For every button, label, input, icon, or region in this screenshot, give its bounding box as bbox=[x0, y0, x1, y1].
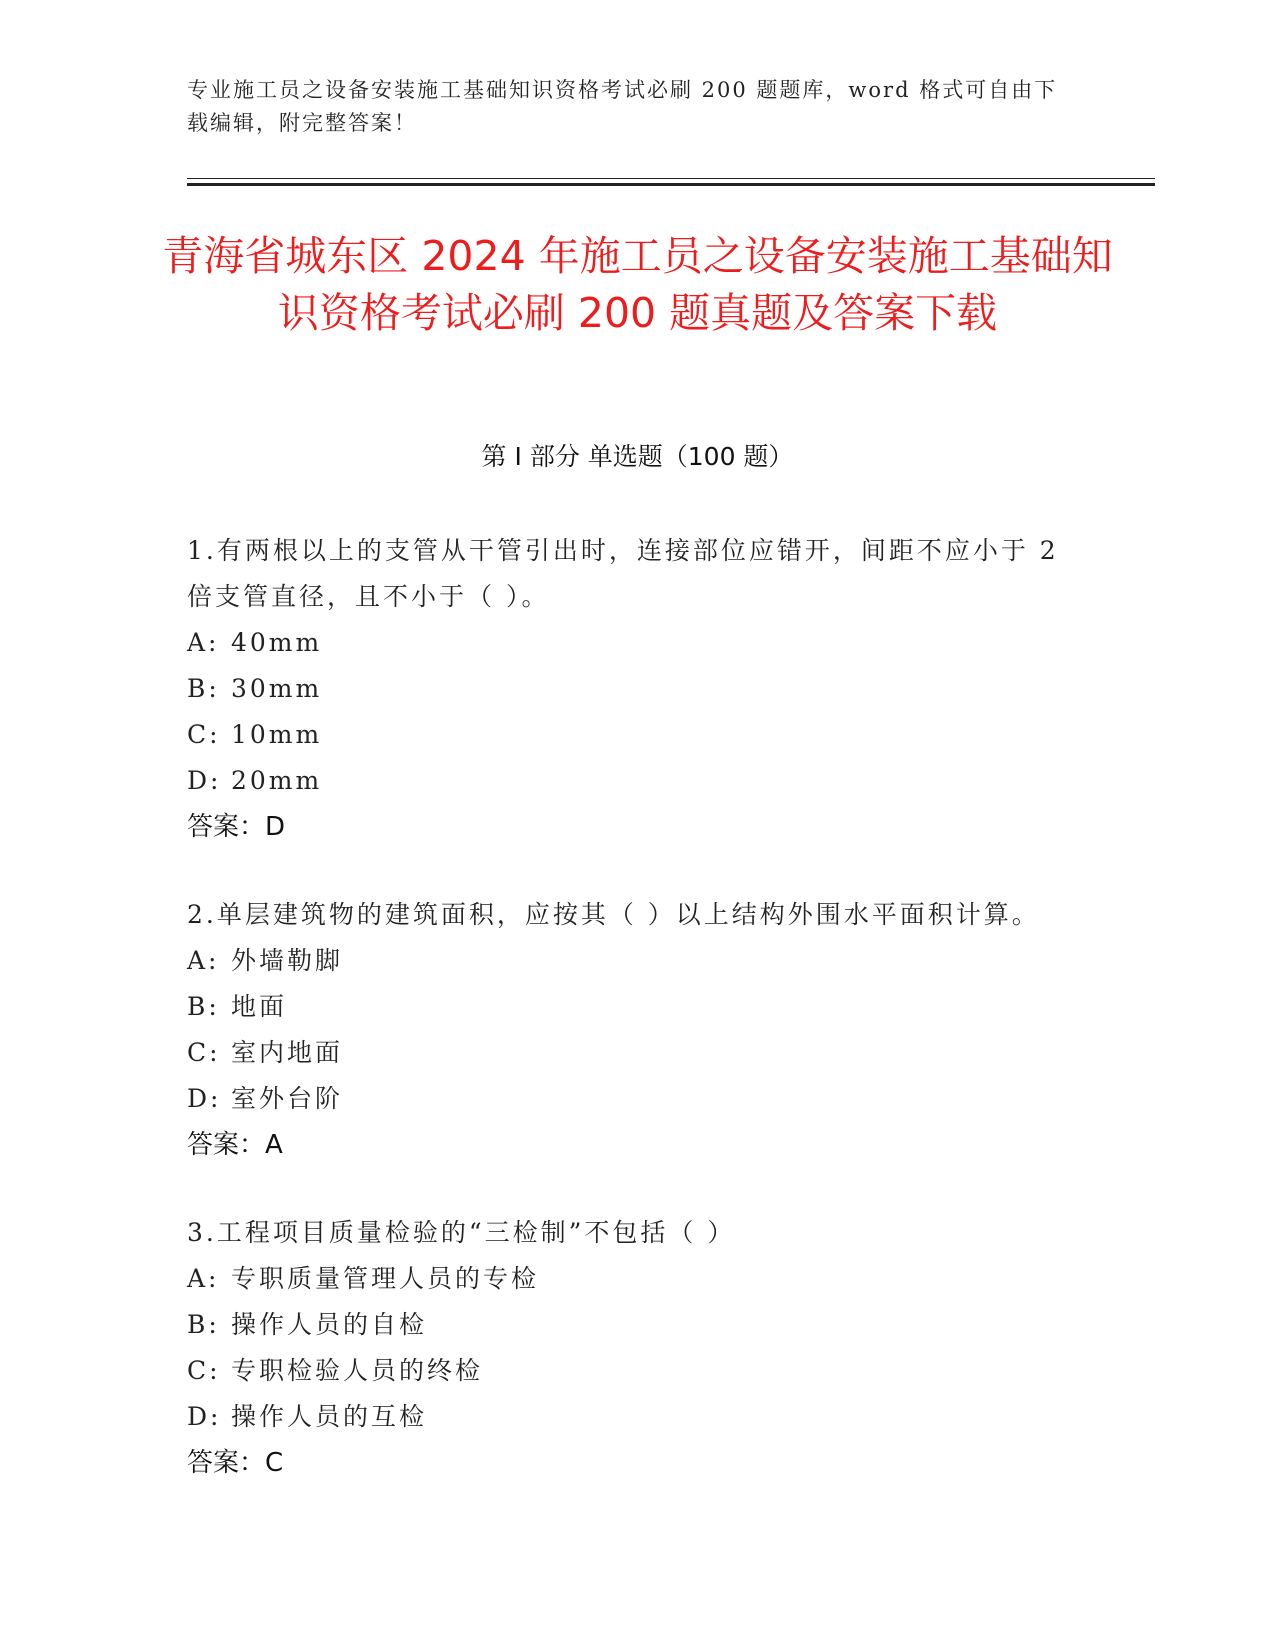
option-key: A: bbox=[187, 628, 220, 657]
question-stem: 1.有两根以上的支管从干管引出时，连接部位应错开，间距不应小于 2 倍支管直径，且不小于（ ）。 bbox=[187, 536, 1059, 611]
option-text: 室内地面 bbox=[231, 1038, 344, 1067]
section-title: 第 I 部分 单选题（100 题） bbox=[481, 442, 794, 471]
option-a bbox=[187, 620, 1087, 666]
option-text: 操作人员的互检 bbox=[231, 1402, 428, 1431]
option-b bbox=[187, 666, 1087, 712]
option-text: 外墙勒脚 bbox=[231, 946, 344, 975]
document-title: 青海省城东区 2024 年施工员之设备安装施工基础知识资格考试必刷 200 题真题及答案下载 bbox=[162, 232, 1113, 337]
answer-line bbox=[187, 1440, 1087, 1486]
option-text: 30mm bbox=[231, 674, 323, 703]
option-key: B: bbox=[187, 1310, 220, 1339]
answer-value: A bbox=[265, 1130, 283, 1160]
question-list bbox=[187, 528, 1087, 1528]
answer-value: C bbox=[265, 1448, 284, 1478]
option-text: 10mm bbox=[231, 720, 323, 749]
option-text: 操作人员的自检 bbox=[231, 1310, 428, 1339]
answer-label: 答案： bbox=[187, 1448, 266, 1478]
header-divider-thick bbox=[187, 183, 1155, 186]
answer-label: 答案： bbox=[187, 1130, 266, 1160]
option-key: C: bbox=[187, 720, 221, 749]
option-d bbox=[187, 1076, 1087, 1122]
header-note: 专业施工员之设备安装施工基础知识资格考试必刷 200 题题库，word 格式可自由下载编辑，附完整答案！ bbox=[187, 78, 1058, 135]
option-d bbox=[187, 1394, 1087, 1440]
answer-line bbox=[187, 804, 1087, 850]
option-key: D: bbox=[187, 1084, 222, 1113]
answer-line bbox=[187, 1122, 1087, 1168]
question-1 bbox=[187, 528, 1087, 850]
option-d bbox=[187, 758, 1087, 804]
option-c bbox=[187, 712, 1087, 758]
option-a bbox=[187, 938, 1087, 984]
question-stem: 2.单层建筑物的建筑面积，应按其（ ）以上结构外围水平面积计算。 bbox=[187, 900, 1040, 929]
option-key: A: bbox=[187, 1264, 220, 1293]
option-text: 专职检验人员的终检 bbox=[231, 1356, 484, 1385]
option-key: B: bbox=[187, 992, 220, 1021]
option-key: D: bbox=[187, 766, 222, 795]
option-key: C: bbox=[187, 1038, 221, 1067]
option-text: 20mm bbox=[231, 766, 323, 795]
option-key: C: bbox=[187, 1356, 221, 1385]
option-text: 地面 bbox=[231, 992, 288, 1021]
question-3 bbox=[187, 1210, 1087, 1486]
option-key: B: bbox=[187, 674, 220, 703]
option-b bbox=[187, 1302, 1087, 1348]
option-c bbox=[187, 1348, 1087, 1394]
option-text: 室外台阶 bbox=[231, 1084, 344, 1113]
option-text: 40mm bbox=[231, 628, 323, 657]
option-b bbox=[187, 984, 1087, 1030]
option-text: 专职质量管理人员的专检 bbox=[231, 1264, 540, 1293]
answer-value: D bbox=[265, 812, 286, 842]
header-divider-thin bbox=[187, 178, 1155, 179]
option-a bbox=[187, 1256, 1087, 1302]
option-c bbox=[187, 1030, 1087, 1076]
option-key: A: bbox=[187, 946, 220, 975]
question-2 bbox=[187, 892, 1087, 1168]
option-key: D: bbox=[187, 1402, 222, 1431]
answer-label: 答案： bbox=[187, 812, 266, 842]
question-stem: 3.工程项目质量检验的“三检制”不包括（ ） bbox=[187, 1218, 736, 1247]
